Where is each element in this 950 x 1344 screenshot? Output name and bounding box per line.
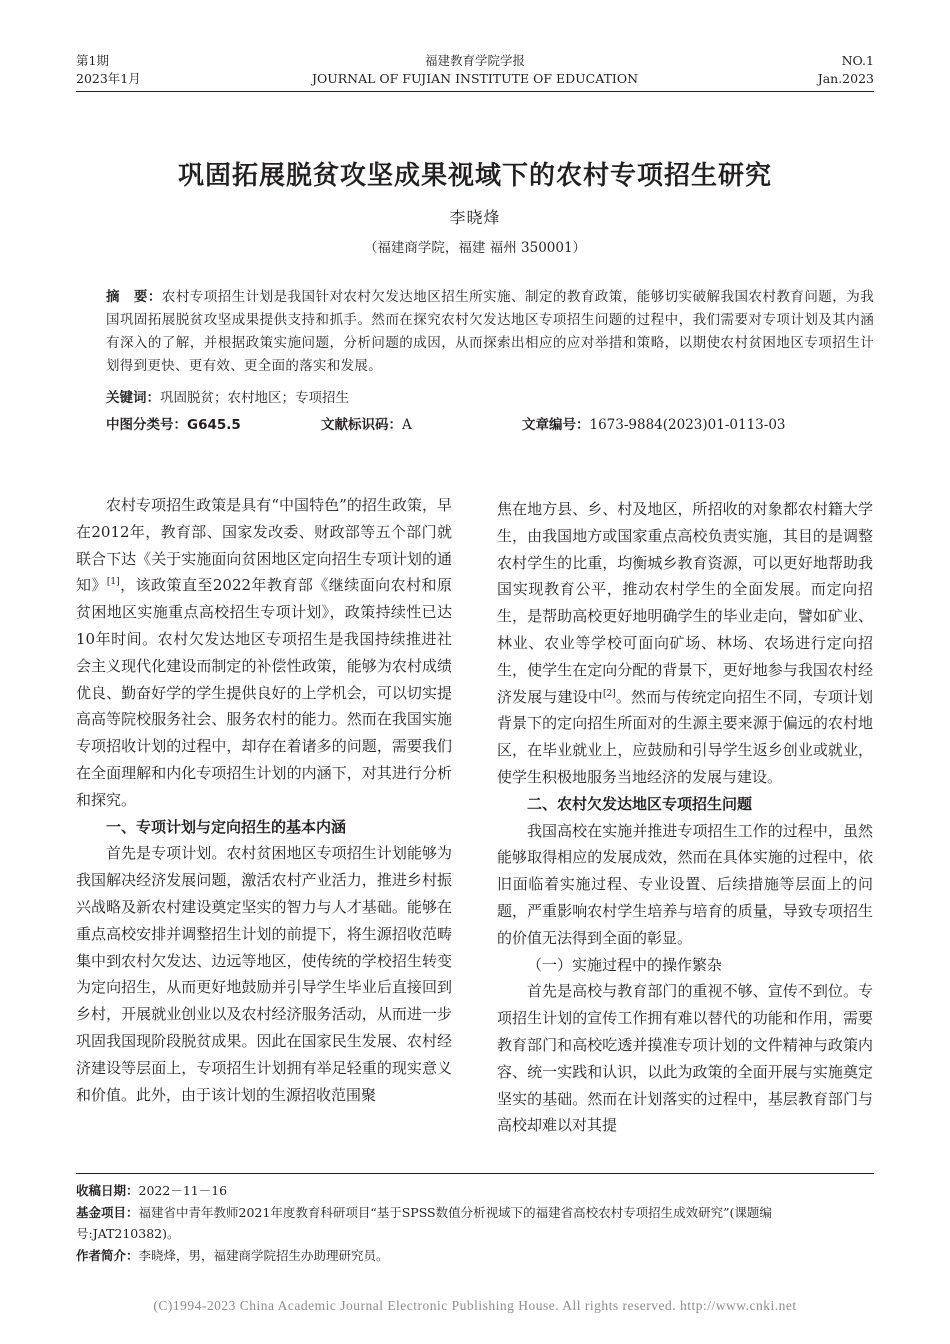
- journal-name-cn: 福建教育学院学报: [424, 53, 525, 68]
- author-bio: [76, 1245, 874, 1267]
- author-affiliation: （福建商学院，福建 福州 350001）: [363, 240, 587, 256]
- body-column-right: [497, 496, 873, 1139]
- keywords: [106, 387, 874, 409]
- header-divider: [76, 91, 874, 92]
- article-number: [522, 414, 786, 436]
- keywords-label: 关键词：: [106, 390, 160, 406]
- received-label: 收稿日期：: [76, 1183, 139, 1198]
- section-heading: 一、专项计划与定向招生的基本内涵: [106, 817, 347, 836]
- paragraph-text: ，该政策直至2022年教育部《继续面向农村和原贫困地区实施重点高校招生专项计划》，政策持续性已达10年时间。农村欠发达地区专项招生是我国持续推进社会主义现代化建设而制定的补偿性政策，能够为农村成绩优良、勤奋好学的学生提供良好的上学机会，可以切实提高高等院校服务社会、服务农村的能力。然而在我国实施专项招收计划的过程中，却存在着诸多的问题，需要我们在全面理解和内化专项招生计划的内涵下，对其进行分析和探究。: [76, 576, 452, 809]
- paragraph-text: 焦在地方县、乡、村及地区，所招收的对象都农村籍大学生，由我国地方或国家重点高校负责实施，其目的是调整农村学生的比重，均衡城乡教育资源，可以更好地帮助我国实现教育公平，推动农村学生的全面发展。而定向招生，是帮助高校更好地明确学生的毕业走向，譬如矿业、林业、农业等学校可面向矿场、林场、农场进行定向招生，使学生在定向分配的背景下，更好地参与我国农村经济发展与建设中: [497, 500, 873, 706]
- paragraph: [497, 496, 873, 791]
- clc-number: [106, 414, 241, 436]
- bio-value: 李晓烽，男，福建商学院招生办助理研究员。: [138, 1247, 389, 1263]
- doc-code-value: A: [402, 417, 412, 433]
- paragraph: 我国高校在实施并推进专项招生工作的过程中，虽然能够取得相应的发展成效，然而在具体实施的过程中，依旧面临着实施过程、专业设置、后续措施等层面上的问题，严重影响农村学生培养与培育的质量，导致专项招生的价值无法得到全面的彰显。: [497, 821, 873, 947]
- received-date: [76, 1180, 874, 1202]
- fund-value: 福建省中青年教师2021年度教育科研项目“基于SPSS数值分析视域下的福建省高校农村专项招生成效研究”(课题编号:JAT210382)。: [76, 1204, 772, 1242]
- abstract-label: 摘 要：: [106, 289, 162, 305]
- header-journal-name: [250, 52, 700, 88]
- subsection-heading: （一）实施过程中的操作繁杂: [527, 955, 723, 974]
- document-code: [321, 414, 412, 436]
- issue-number-en: NO.1: [841, 53, 874, 68]
- journal-name-en: JOURNAL OF FUJIAN INSTITUTE OF EDUCATION: [311, 71, 639, 86]
- keywords-text: 巩固脱贫；农村地区；专项招生: [160, 390, 349, 406]
- fund-project: [76, 1202, 874, 1245]
- bio-label: 作者简介：: [76, 1247, 139, 1263]
- footnotes: [76, 1180, 874, 1266]
- article-title: 巩固拓展脱贫攻坚成果视域下的农村专项招生研究: [177, 161, 772, 191]
- clc-label: 中图分类号：: [106, 417, 187, 433]
- issue-date-cn: 2023年1月: [76, 71, 141, 86]
- paragraph: [76, 492, 452, 814]
- abstract: [106, 286, 874, 378]
- issue-date-en: Jan.2023: [817, 71, 874, 86]
- issue-number-cn: 第1期: [76, 53, 109, 68]
- fund-label: 基金项目：: [76, 1204, 139, 1220]
- received-value: 2022－11－16: [138, 1183, 228, 1198]
- abstract-text: 农村专项招生计划是我国针对农村欠发达地区招生所实施、制定的教育政策，能够切实破解我国农村教育问题，为我国巩固拓展脱贫攻坚成果提供支持和抓手。然而在探究农村欠发达地区专项招生问题的过程中，我们需要对专项计划及其内涵有深入的了解，并根据政策实施问题，分析问题的成因，从而探索出相应的应对举措和策略，以期使农村贫困地区专项招生计划得到更快、更有效、更全面的落实和发展。: [106, 289, 874, 374]
- doc-code-label: 文献标识码：: [321, 417, 402, 433]
- clc-value: G645.5: [187, 417, 241, 433]
- article-no-label: 文章编号：: [522, 417, 590, 433]
- citation-ref: [1]: [106, 577, 120, 588]
- paragraph-text: 农村专项招生政策是具有“中国特色”的招生政策，早在2012年，教育部、国家发改委、财政部等五个部门就联合下达《关于实施面向贫困地区定向招生专项计划的通知》: [76, 496, 452, 595]
- copyright-notice: (C)1994-2023 China Academic Journal Electronic Publishing House. All rights reserved. http://www.cnki.net: [153, 1298, 797, 1313]
- citation-ref: [2]: [602, 688, 616, 699]
- body-column-left: [76, 492, 452, 1108]
- article-no-value: 1673-9884(2023)01-0113-03: [589, 417, 786, 433]
- header-issue-info-en: [724, 52, 874, 88]
- paragraph: 首先是专项计划。农村贫困地区专项招生计划能够为我国解决经济发展问题，激活农村产业活力，推进乡村振兴战略及新农村建设奠定坚实的智力与人才基础。能够在重点高校安排并调整招生计划的前提下，将生源招收范畴集中到农村欠发达、边远等地区，使传统的学校招生转变为定向招生，从而更好地鼓励并引导学生毕业后直接回到乡村，开展就业创业以及农村经济服务活动，从而进一步巩固我国现阶段脱贫成果。因此在国家民生发展、农村经济建设等层面上，专项招生计划拥有举足轻重的现实意义和价值。此外，由于该计划的生源招收范围聚: [76, 844, 452, 1104]
- article-author: 李晓烽: [449, 208, 501, 227]
- section-heading: 二、农村欠发达地区专项招生问题: [527, 794, 753, 813]
- paragraph-text: 。然而与传统定向招生不同，专项计划背景下的定向招生所面对的生源主要来源于偏远的农村地区，在毕业就业上，应鼓励和引导学生返乡创业或就业，使学生积极地服务当地经济的发展与建设。: [497, 687, 873, 786]
- paragraph: 首先是高校与教育部门的重视不够、宣传不到位。专项招生计划的宣传工作拥有难以替代的功能和作用，需要教育部门和高校吃透并摸准专项计划的文件精神与政策内容、统一实践和认识，以此为政策的全面开展与实施奠定坚实的基础。然而在计划落实的过程中，基层教育部门与高校却难以对其提: [497, 982, 873, 1135]
- header-issue-info: [76, 52, 226, 88]
- footnote-divider: [76, 1173, 874, 1174]
